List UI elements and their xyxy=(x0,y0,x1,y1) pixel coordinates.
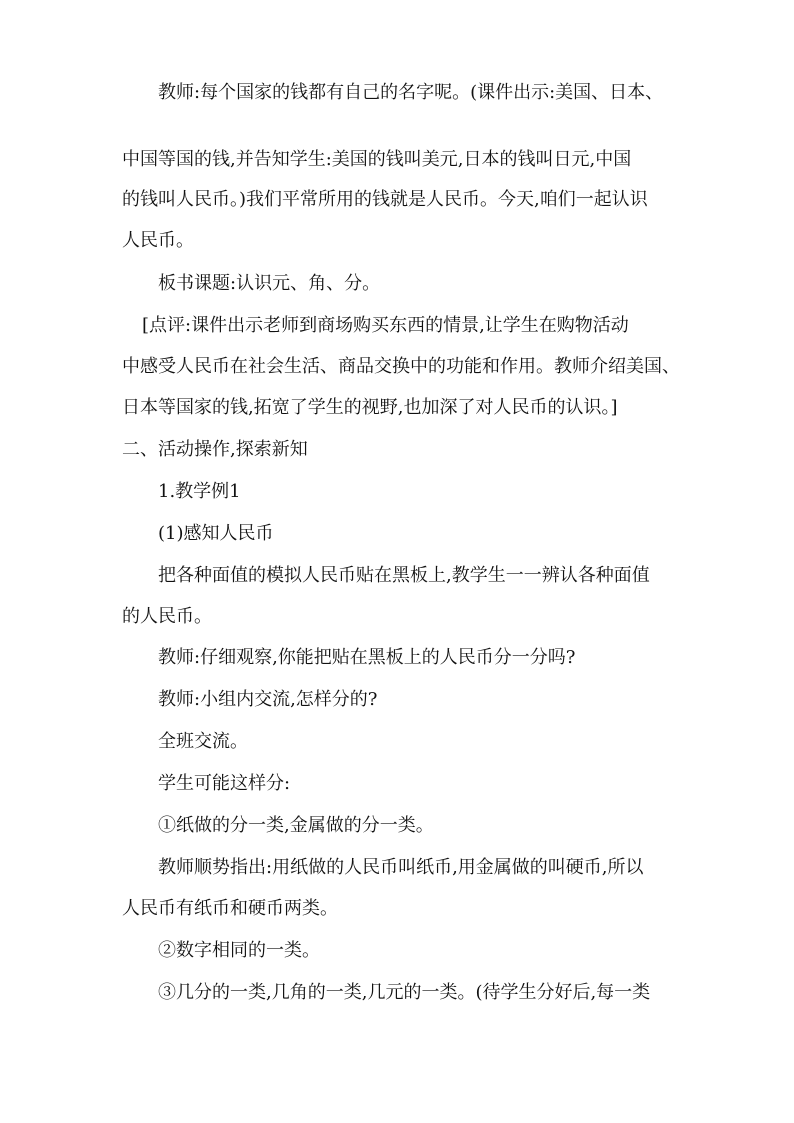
paragraph-line: 把各种面值的模拟人民币贴在黑板上,教学生一一辨认各种面值 xyxy=(158,565,650,586)
paragraph-line: 教师顺势指出:用纸做的人民币叫纸币,用金属做的叫硬币,所以 xyxy=(158,857,644,878)
paragraph-line: 人民币有纸币和硬币两类。 xyxy=(122,898,338,919)
paragraph-line: 学生可能这样分: xyxy=(158,773,291,794)
paragraph-line: 日本等国家的钱,拓宽了学生的视野,也加深了对人民币的认识。] xyxy=(122,397,618,418)
paragraph-line: 教师:小组内交流,怎样分的? xyxy=(158,689,378,710)
paragraph-line: 板书课题:认识元、角、分。 xyxy=(158,273,381,294)
section-heading: 二、活动操作,探索新知 xyxy=(122,439,308,460)
list-item: ②数字相同的一类。 xyxy=(158,940,320,961)
paragraph-line: 人民币。 xyxy=(122,230,194,251)
paragraph-line: 教师:每个国家的钱都有自己的名字呢。(课件出示:美国、日本、 xyxy=(158,82,664,103)
list-item: ①纸做的分一类,金属做的分一类。 xyxy=(158,815,434,836)
paragraph-line: 中感受人民币在社会生活、商品交换中的功能和作用。教师介绍美国、 xyxy=(122,356,680,377)
paragraph-line: [点评:课件出示老师到商场购买东西的情景,让学生在购物活动 xyxy=(142,315,629,336)
paragraph-line: 中国等国的钱,并告知学生:美国的钱叫美元,日本的钱叫日元,中国 xyxy=(122,149,632,170)
list-item: ③几分的一类,几角的一类,几元的一类。(待学生分好后,每一类 xyxy=(158,982,651,1003)
subsection-heading: (1)感知人民币 xyxy=(158,523,274,544)
paragraph-line: 教师:仔细观察,你能把贴在黑板上的人民币分一分吗? xyxy=(158,647,576,668)
subsection-heading: 1.教学例1 xyxy=(158,481,241,502)
paragraph-line: 全班交流。 xyxy=(158,731,248,752)
paragraph-line: 的人民币。 xyxy=(122,606,212,627)
paragraph-line: 的钱叫人民币。)我们平常所用的钱就是人民币。今天,咱们一起认识 xyxy=(122,189,648,210)
